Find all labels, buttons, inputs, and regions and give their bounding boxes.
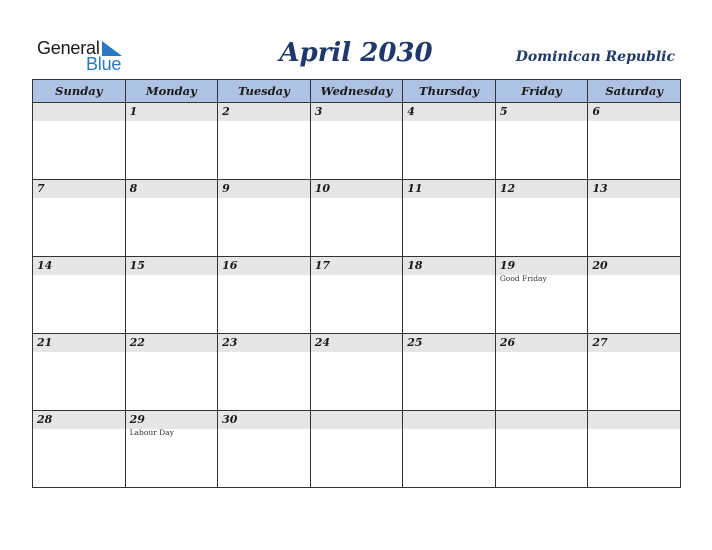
day-cell — [125, 103, 218, 180]
day-cell — [588, 180, 681, 257]
day-number: 19 — [496, 257, 588, 275]
day-cell — [310, 411, 403, 488]
day-cell — [403, 334, 496, 411]
day-cell — [33, 411, 126, 488]
day-number: 23 — [218, 334, 310, 352]
day-number: 1 — [126, 103, 218, 121]
day-cell — [33, 103, 126, 180]
day-cell — [403, 103, 496, 180]
day-cell — [218, 411, 311, 488]
day-cell — [588, 411, 681, 488]
day-cell — [495, 180, 588, 257]
day-number: 27 — [588, 334, 680, 352]
day-number: 5 — [496, 103, 588, 121]
day-number: 4 — [403, 103, 495, 121]
day-cell — [125, 334, 218, 411]
day-cell — [125, 411, 218, 488]
holiday-label: Labour Day — [129, 428, 174, 437]
day-number: 15 — [126, 257, 218, 275]
day-number: 6 — [588, 103, 680, 121]
day-cell — [588, 103, 681, 180]
day-number: 12 — [496, 180, 588, 198]
day-number: 22 — [126, 334, 218, 352]
weekday-header-friday: Friday — [495, 80, 588, 103]
day-number — [496, 411, 588, 429]
day-number: 24 — [311, 334, 403, 352]
day-number: 17 — [311, 257, 403, 275]
day-cell — [218, 257, 311, 334]
calendar-grid — [32, 79, 681, 488]
weekday-header-tuesday: Tuesday — [218, 80, 311, 103]
day-cell — [310, 180, 403, 257]
day-cell — [495, 103, 588, 180]
weekday-header-saturday: Saturday — [588, 80, 681, 103]
day-cell — [33, 334, 126, 411]
day-number: 7 — [33, 180, 125, 198]
day-cell — [125, 180, 218, 257]
weekday-header-row — [33, 80, 681, 103]
day-number — [33, 103, 125, 121]
day-cell — [125, 257, 218, 334]
day-number: 28 — [33, 411, 125, 429]
week-row — [33, 103, 681, 180]
day-cell — [218, 334, 311, 411]
day-number: 8 — [126, 180, 218, 198]
week-row — [33, 257, 681, 334]
day-cell — [218, 103, 311, 180]
weekday-header-monday: Monday — [125, 80, 218, 103]
day-number: 2 — [218, 103, 310, 121]
day-cell — [588, 334, 681, 411]
calendar-title: April 2030 — [279, 38, 433, 68]
day-number: 26 — [496, 334, 588, 352]
day-number — [403, 411, 495, 429]
day-cell — [403, 180, 496, 257]
day-cell — [310, 103, 403, 180]
day-cell — [588, 257, 681, 334]
day-cell — [403, 411, 496, 488]
day-cell — [310, 334, 403, 411]
logo-word-general: General — [37, 38, 100, 58]
day-cell — [310, 257, 403, 334]
day-number: 3 — [311, 103, 403, 121]
holiday-label: Good Friday — [499, 274, 547, 283]
day-cell — [495, 334, 588, 411]
day-number: 29 — [126, 411, 218, 429]
logo-word-blue: Blue — [86, 54, 122, 74]
generalblue-logo — [37, 38, 127, 74]
weekday-header-wednesday: Wednesday — [310, 80, 403, 103]
country-name: Dominican Republic — [515, 49, 675, 65]
day-cell — [495, 411, 588, 488]
day-number — [588, 411, 680, 429]
day-number: 30 — [218, 411, 310, 429]
day-cell — [218, 180, 311, 257]
day-number: 16 — [218, 257, 310, 275]
day-number — [311, 411, 403, 429]
day-number: 21 — [33, 334, 125, 352]
day-cell — [403, 257, 496, 334]
day-number: 25 — [403, 334, 495, 352]
day-number: 11 — [403, 180, 495, 198]
day-cell — [495, 257, 588, 334]
day-cell — [33, 257, 126, 334]
day-number: 9 — [218, 180, 310, 198]
day-number: 20 — [588, 257, 680, 275]
day-cell — [33, 180, 126, 257]
day-number: 13 — [588, 180, 680, 198]
week-row — [33, 180, 681, 257]
day-number: 18 — [403, 257, 495, 275]
week-row — [33, 411, 681, 488]
day-number: 10 — [311, 180, 403, 198]
weekday-header-sunday: Sunday — [33, 80, 126, 103]
week-row — [33, 334, 681, 411]
weekday-header-thursday: Thursday — [403, 80, 496, 103]
day-number: 14 — [33, 257, 125, 275]
